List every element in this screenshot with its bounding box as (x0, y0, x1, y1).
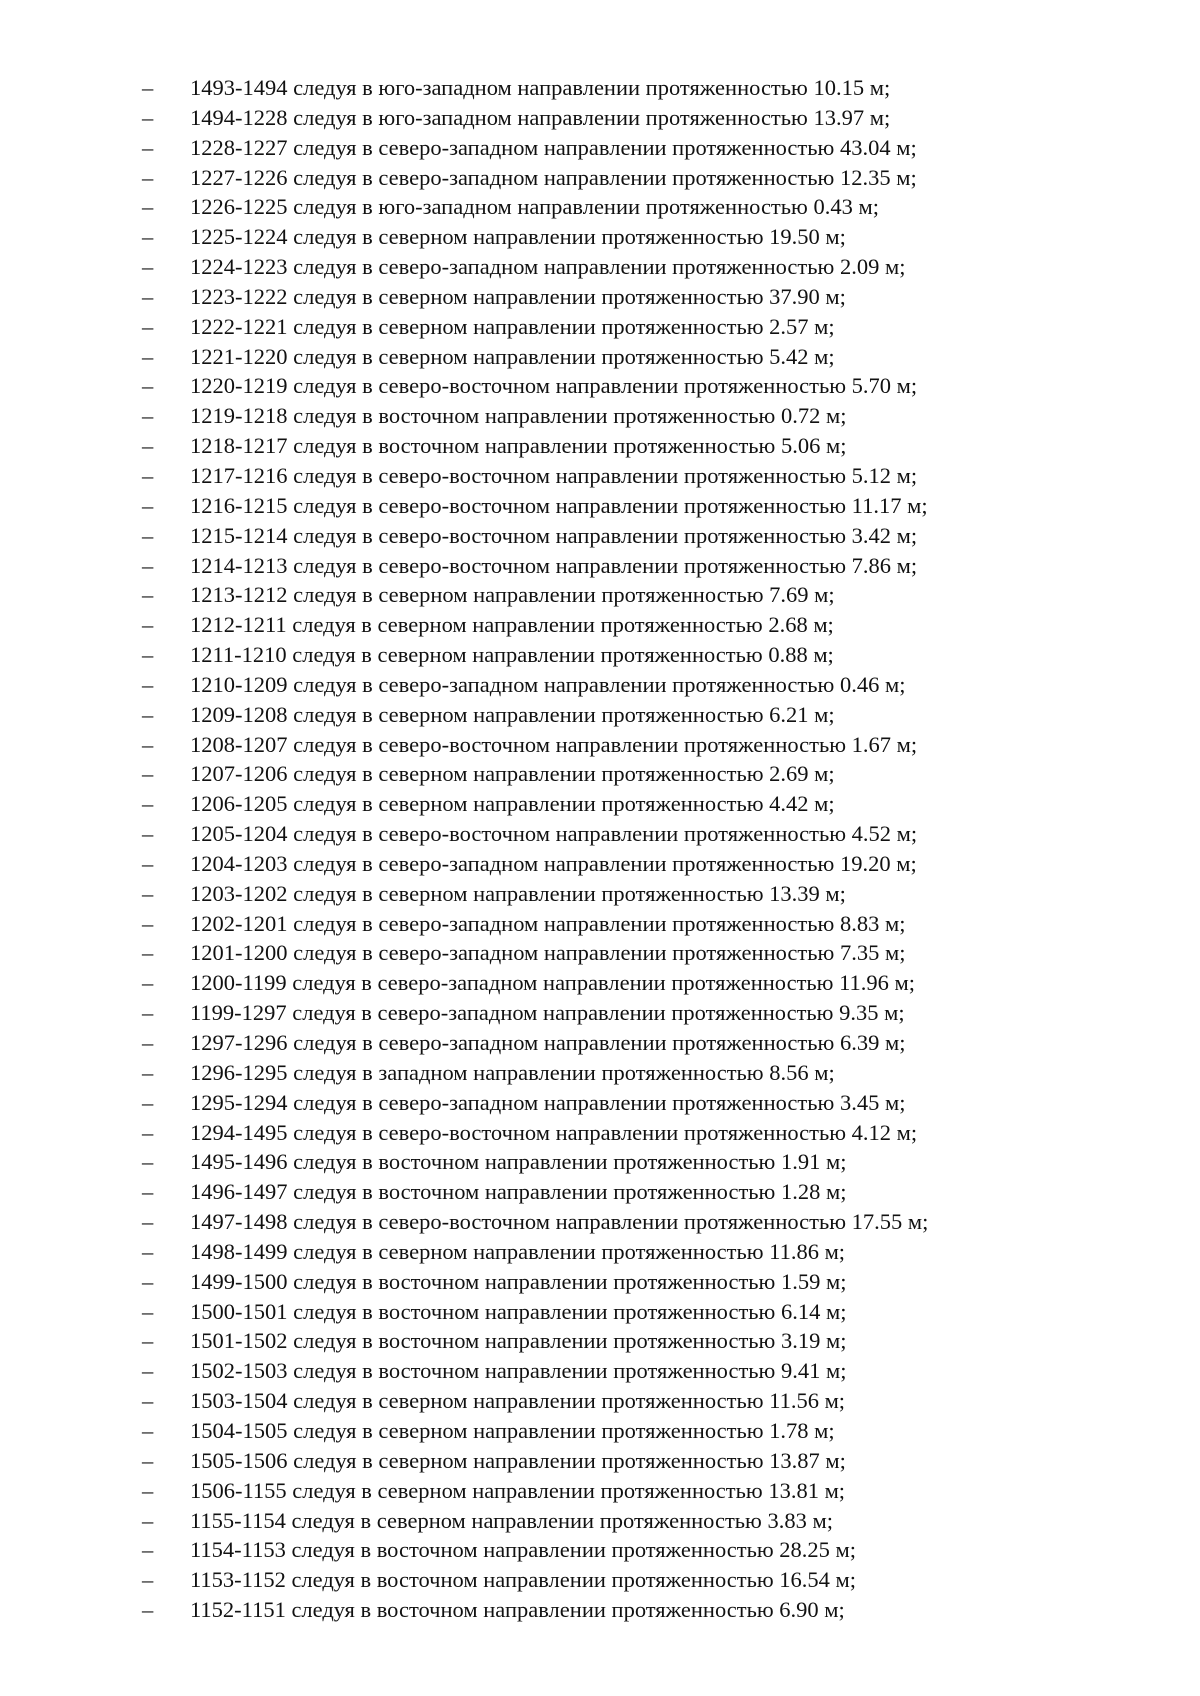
segment-text: 1498-1499 следуя в северном направлении протяженностью 11.86 м; (190, 1238, 846, 1264)
list-item (0, 640, 1200, 670)
segment-text: 1494-1228 следуя в юго-западном направлении протяженностью 13.97 м; (190, 104, 891, 130)
bullet-dash: – (142, 1089, 154, 1115)
bullet-dash: – (142, 343, 154, 369)
list-item (0, 1565, 1200, 1595)
bullet-dash: – (142, 1238, 154, 1264)
bullet-dash: – (142, 1209, 154, 1235)
list-item (0, 1595, 1200, 1625)
list-item (0, 192, 1200, 222)
list-item (0, 222, 1200, 252)
bullet-dash: – (142, 283, 154, 309)
bullet-dash: – (142, 582, 154, 608)
list-item (0, 551, 1200, 581)
bullet-dash: – (142, 75, 154, 100)
list-item (0, 789, 1200, 819)
list-item (0, 1297, 1200, 1327)
segment-text: 1295-1294 следуя в северо-западном направлении протяженностью 3.45 м; (190, 1089, 906, 1115)
segment-text: 1501-1502 следуя в восточном направлении протяженностью 3.19 м; (190, 1328, 847, 1354)
segment-text: 1222-1221 следуя в северном направлении протяженностью 2.57 м; (190, 313, 835, 339)
segment-text: 1210-1209 следуя в северо-западном направлении протяженностью 0.46 м; (190, 671, 906, 697)
segment-text: 1217-1216 следуя в северо-восточном направлении протяженностью 5.12 м; (190, 462, 918, 488)
list-item (0, 759, 1200, 789)
bullet-dash: – (142, 1507, 154, 1533)
bullet-dash: – (142, 731, 154, 757)
bullet-dash: – (142, 1030, 154, 1055)
segment-text: 1225-1224 следуя в северном направлении протяженностью 19.50 м; (190, 224, 846, 250)
list-item (0, 849, 1200, 879)
segment-text: 1200-1199 следуя в северо-западном направлении протяженностью 11.96 м; (190, 970, 916, 996)
bullet-dash: – (142, 1358, 154, 1384)
bullet-dash: – (142, 761, 154, 787)
segment-text: 1199-1297 следуя в северо-западном направлении протяженностью 9.35 м; (190, 1000, 905, 1026)
segment-text: 1224-1223 следуя в северо-западном направлении протяженностью 2.09 м; (190, 254, 906, 280)
bullet-dash: – (142, 1537, 154, 1563)
list-item (0, 879, 1200, 909)
bullet-dash: – (142, 880, 154, 906)
list-item (0, 1028, 1200, 1058)
segment-text: 1506-1155 следуя в северном направлении протяженностью 13.81 м; (190, 1477, 846, 1503)
list-item (0, 1237, 1200, 1267)
bullet-dash: – (142, 313, 154, 339)
list-item (0, 163, 1200, 193)
segment-text: 1219-1218 следуя в восточном направлении протяженностью 0.72 м; (190, 403, 847, 429)
list-item (0, 1267, 1200, 1297)
bullet-dash: – (142, 850, 154, 876)
segment-text: 1218-1217 следуя в восточном направлении протяженностью 5.06 м; (190, 433, 847, 459)
bullet-dash: – (142, 134, 154, 160)
bullet-dash: – (142, 1149, 154, 1175)
segment-text: 1206-1205 следуя в северном направлении протяженностью 4.42 м; (190, 791, 835, 817)
segment-text: 1212-1211 следуя в северном направлении протяженностью 2.68 м; (190, 612, 834, 638)
segment-text: 1152-1151 следуя в восточном направлении протяженностью 6.90 м; (190, 1597, 845, 1623)
bullet-dash: – (142, 701, 154, 727)
segment-text: 1213-1212 следуя в северном направлении протяженностью 7.69 м; (190, 582, 835, 608)
bullet-dash: – (142, 254, 154, 280)
bullet-dash: – (142, 1328, 154, 1354)
bullet-dash: – (142, 1000, 154, 1026)
bullet-dash: – (142, 821, 154, 847)
list-item (0, 938, 1200, 968)
bullet-dash: – (142, 791, 154, 817)
list-item (0, 1118, 1200, 1148)
bullet-dash: – (142, 433, 154, 459)
bullet-dash: – (142, 1477, 154, 1503)
list-item (0, 819, 1200, 849)
list-item (0, 282, 1200, 312)
list-item (0, 312, 1200, 342)
segment-text: 1294-1495 следуя в северо-восточном направлении протяженностью 4.12 м; (190, 1119, 918, 1145)
bullet-dash: – (142, 940, 154, 966)
list-item (0, 700, 1200, 730)
segment-text: 1226-1225 следуя в юго-западном направлении протяженностью 0.43 м; (190, 194, 879, 220)
segment-text: 1296-1295 следуя в западном направлении протяженностью 8.56 м; (190, 1059, 835, 1085)
bullet-dash: – (142, 671, 154, 697)
list-item (0, 1177, 1200, 1207)
bullet-dash: – (142, 1597, 154, 1623)
bullet-dash: – (142, 1298, 154, 1324)
list-item (0, 580, 1200, 610)
list-item (0, 1416, 1200, 1446)
segment-text: 1504-1505 следуя в северном направлении протяженностью 1.78 м; (190, 1417, 835, 1443)
bullet-dash: – (142, 642, 154, 668)
bullet-dash: – (142, 522, 154, 548)
bullet-dash: – (142, 224, 154, 250)
list-item (0, 1147, 1200, 1177)
bullet-dash: – (142, 612, 154, 638)
list-item (0, 1386, 1200, 1416)
segment-text: 1495-1496 следуя в восточном направлении протяженностью 1.91 м; (190, 1149, 847, 1175)
bullet-dash: – (142, 1119, 154, 1145)
bullet-dash: – (142, 373, 154, 399)
list-item (0, 252, 1200, 282)
segment-text: 1214-1213 следуя в северо-восточном направлении протяженностью 7.86 м; (190, 552, 918, 578)
segment-text: 1203-1202 следуя в северном направлении протяженностью 13.39 м; (190, 880, 846, 906)
segment-text: 1228-1227 следуя в северо-западном направлении протяженностью 43.04 м; (190, 134, 917, 160)
list-item (0, 909, 1200, 939)
segment-text: 1216-1215 следуя в северо-восточном направлении протяженностью 11.17 м; (190, 492, 928, 518)
list-item (0, 371, 1200, 401)
segment-text: 1201-1200 следуя в северо-западном направлении протяженностью 7.35 м; (190, 940, 906, 966)
bullet-dash: – (142, 1567, 154, 1593)
list-item (0, 998, 1200, 1028)
bullet-dash: – (142, 1179, 154, 1205)
bullet-dash: – (142, 1447, 154, 1473)
list-item (0, 73, 1200, 103)
segment-text: 1215-1214 следуя в северо-восточном направлении протяженностью 3.42 м; (190, 522, 918, 548)
bullet-dash: – (142, 462, 154, 488)
segment-text: 1205-1204 следуя в северо-восточном направлении протяженностью 4.52 м; (190, 821, 918, 847)
bullet-dash: – (142, 194, 154, 220)
segment-text: 1153-1152 следуя в восточном направлении протяженностью 16.54 м; (190, 1567, 857, 1593)
bullet-dash: – (142, 403, 154, 429)
bullet-dash: – (142, 1417, 154, 1443)
list-item (0, 521, 1200, 551)
segment-text: 1204-1203 следуя в северо-западном направлении протяженностью 19.20 м; (190, 850, 917, 876)
list-item (0, 491, 1200, 521)
bullet-dash: – (142, 492, 154, 518)
bullet-dash: – (142, 104, 154, 130)
list-item (0, 401, 1200, 431)
bullet-dash: – (142, 1388, 154, 1414)
list-item (0, 461, 1200, 491)
list-item (0, 670, 1200, 700)
segment-text: 1503-1504 следуя в северном направлении протяженностью 11.56 м; (190, 1388, 846, 1414)
segment-text: 1220-1219 следуя в северо-восточном направлении протяженностью 5.70 м; (190, 373, 918, 399)
list-item (0, 1476, 1200, 1506)
segment-text: 1493-1494 следуя в юго-западном направлении протяженностью 10.15 м; (190, 75, 891, 100)
segment-text: 1297-1296 следуя в северо-западном направлении протяженностью 6.39 м; (190, 1030, 906, 1055)
bullet-dash: – (142, 1059, 154, 1085)
list-item (0, 1058, 1200, 1088)
segment-text: 1497-1498 следуя в северо-восточном направлении протяженностью 17.55 м; (190, 1209, 929, 1235)
list-item (0, 133, 1200, 163)
list-item (0, 1207, 1200, 1237)
list-item (0, 342, 1200, 372)
bullet-dash: – (142, 970, 154, 996)
segment-text: 1154-1153 следуя в восточном направлении протяженностью 28.25 м; (190, 1537, 857, 1563)
segment-text: 1211-1210 следуя в северном направлении протяженностью 0.88 м; (190, 642, 834, 668)
list-item (0, 103, 1200, 133)
list-item (0, 1535, 1200, 1565)
segment-text: 1227-1226 следуя в северо-западном направлении протяженностью 12.35 м; (190, 164, 917, 190)
list-item (0, 1506, 1200, 1536)
segment-text: 1202-1201 следуя в северо-западном направлении протяженностью 8.83 м; (190, 910, 906, 936)
segment-text: 1496-1497 следуя в восточном направлении протяженностью 1.28 м; (190, 1179, 847, 1205)
segment-text: 1209-1208 следуя в северном направлении протяженностью 6.21 м; (190, 701, 835, 727)
segment-text: 1500-1501 следуя в восточном направлении протяженностью 6.14 м; (190, 1298, 847, 1324)
list-item (0, 1356, 1200, 1386)
segment-text: 1502-1503 следуя в восточном направлении протяженностью 9.41 м; (190, 1358, 847, 1384)
list-item (0, 610, 1200, 640)
list-item (0, 1326, 1200, 1356)
list-item (0, 1446, 1200, 1476)
boundary-segment-list (0, 73, 1200, 1625)
bullet-dash: – (142, 552, 154, 578)
list-item (0, 431, 1200, 461)
list-item (0, 1088, 1200, 1118)
bullet-dash: – (142, 1268, 154, 1294)
segment-text: 1499-1500 следуя в восточном направлении протяженностью 1.59 м; (190, 1268, 847, 1294)
bullet-dash: – (142, 910, 154, 936)
list-item (0, 730, 1200, 760)
bullet-dash: – (142, 164, 154, 190)
segment-text: 1505-1506 следуя в северном направлении протяженностью 13.87 м; (190, 1447, 846, 1473)
segment-text: 1208-1207 следуя в северо-восточном направлении протяженностью 1.67 м; (190, 731, 918, 757)
segment-text: 1221-1220 следуя в северном направлении протяженностью 5.42 м; (190, 343, 835, 369)
segment-text: 1207-1206 следуя в северном направлении протяженностью 2.69 м; (190, 761, 835, 787)
list-item (0, 968, 1200, 998)
segment-text: 1155-1154 следуя в северном направлении протяженностью 3.83 м; (190, 1507, 833, 1533)
segment-text: 1223-1222 следуя в северном направлении протяженностью 37.90 м; (190, 283, 846, 309)
